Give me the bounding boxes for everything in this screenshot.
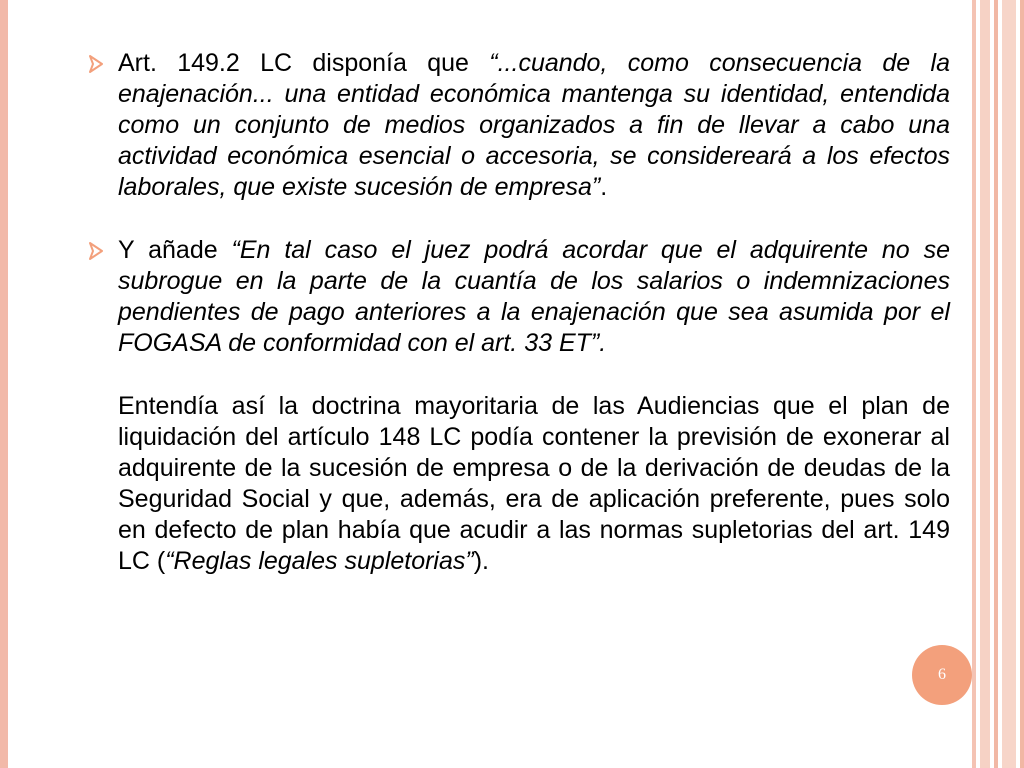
slide-content bbox=[88, 48, 950, 602]
bullet-lead: Y añade bbox=[118, 236, 232, 264]
body-paragraph bbox=[118, 391, 950, 577]
bullet-text bbox=[118, 235, 950, 359]
bullet-quote: “En tal caso el juez podrá acordar que el adquirente no se subrogue en la parte de la cuantía de los salarios o indemnizaciones pendientes de pago anteriores a la enajenación que sea asumida por el FOGASA de conformidad con el art. 33 ET”. bbox=[118, 236, 951, 357]
arrow-bullet-icon bbox=[88, 235, 118, 266]
right-decorative-stripes bbox=[972, 0, 1024, 768]
stripe bbox=[972, 0, 976, 768]
paragraph-quote: “Reglas legales supletorias” bbox=[165, 547, 474, 575]
bullet-quote: “...cuando, como consecuencia de la enajenación... una entidad económica mantenga su identidad, entendida como un conjunto de medios organizados a fin de llevar a cabo una actividad económica esencial o accesoria, se considereará a los efectos laborales, que existe sucesión de empresa” bbox=[118, 49, 950, 201]
page-number-badge: 6 bbox=[912, 645, 972, 705]
bullet-text bbox=[118, 48, 950, 203]
stripe bbox=[1020, 0, 1024, 768]
left-border-stripe bbox=[0, 0, 8, 768]
paragraph-text: Entendía así la doctrina mayoritaria de las Audiencias que el plan de liquidación del artículo 148 LC podía contener la previsión de exonerar al adquirente de la sucesión de empresa o de la derivación de deudas de la Seguridad Social y que, además, era de aplicación preferente, pues solo en defecto de plan había que acudir a las normas supletorias del art. 149 LC ( bbox=[118, 392, 950, 575]
bullet-tail: . bbox=[600, 173, 608, 201]
arrow-bullet-icon bbox=[88, 48, 118, 79]
bullet-lead: Art. 149.2 LC disponía que bbox=[118, 49, 490, 77]
paragraph-tail: ). bbox=[473, 547, 489, 575]
stripe bbox=[994, 0, 998, 768]
stripe bbox=[1002, 0, 1016, 768]
bullet-item bbox=[88, 48, 950, 203]
stripe bbox=[980, 0, 990, 768]
bullet-item bbox=[88, 235, 950, 359]
